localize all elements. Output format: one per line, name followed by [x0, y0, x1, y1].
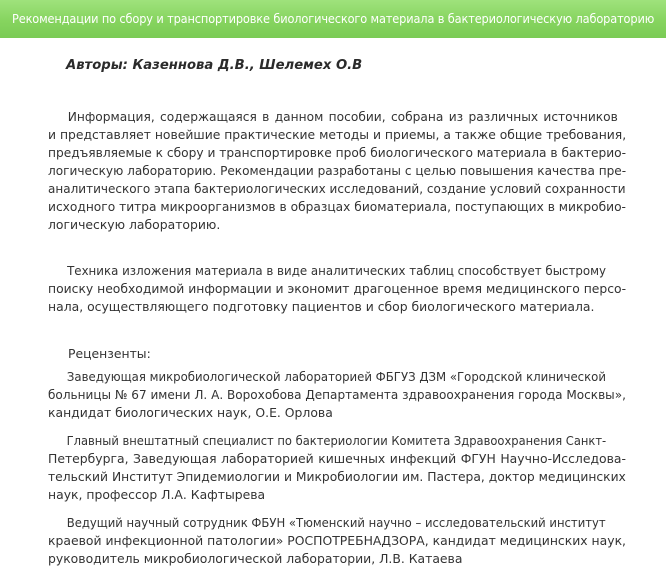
authors-line: Авторы: Казеннова Д.В., Шелемех О.В: [66, 58, 363, 73]
reviewer-line: кандидат биологических наук, О.Е. Орлова: [48, 405, 333, 420]
technique-line: нала, осуществляющего подготовку пациентов и сбор биологического материала.: [48, 299, 595, 314]
header-banner: [0, 0, 666, 38]
intro-line: Информация, содержащаяся в данном пособии, собрана из различных источников: [67, 109, 618, 124]
reviewer-line: наук, профессор Л.А. Кафтырева: [48, 487, 266, 502]
reviewer-line: краевой инфекционной патологии» РОСПОТРЕБНАДЗОРА, кандидат медицинских наук,: [48, 533, 626, 548]
reviewers-heading: Рецензенты:: [68, 346, 151, 361]
reviewer-line: Главный внештатный специалист по бактериологии Комитета Здравоохранения Санкт-: [66, 433, 607, 448]
reviewer-entry: [48, 514, 626, 568]
intro-line: и представляет новейшие практические методы и приемы, а также общие требования,: [48, 127, 627, 142]
reviewer-line: Заведующая микробиологической лабораторией ФБГУЗ ДЗМ «Городской клинической: [66, 369, 606, 384]
intro-line: предъявляемые к сбору и транспортировке проб биологического материала в бактерио-: [48, 145, 627, 160]
reviewer-line: Ведущий научный сотрудник ФБУН «Тюменский научно – исследовательский институт: [66, 515, 606, 530]
technique-line: Техника изложения материала в виде аналитических таблиц способствует быстрому: [67, 263, 607, 278]
technique-line: поиску необходимой информации и экономит драгоценное время медицинского персо-: [48, 281, 627, 296]
reviewer-entry: [48, 368, 626, 422]
reviewer-line: руководитель микробиологической лаборатории, Л.В. Катаева: [48, 551, 463, 566]
intro-line: логическую лабораторию.: [48, 217, 221, 232]
page-title: Рекомендации по сбору и транспортировке биологического материала в бактериологическую лабораторию: [12, 12, 655, 26]
intro-line: исходного титра микроорганизмов в образцах биоматериала, поступающих в микробио-: [48, 199, 626, 214]
reviewer-line: Петербурга, Заведующая лабораторией кишечных инфекций ФГУН Научно-Исследова-: [48, 451, 626, 466]
reviewer-line: тельский Институт Эпидемиологии и Микробиологии им. Пастера, доктор медицинских: [48, 469, 626, 484]
reviewer-line: больницы № 67 имени Л. А. Ворохобова Департамента здравоохранения города Москвы»,: [48, 387, 626, 402]
intro-line: логическую лабораторию. Рекомендации разработаны с целью повышения качества пре-: [48, 163, 627, 178]
intro-paragraph: [48, 108, 626, 234]
intro-line: аналитического этапа бактериологических исследований, создание условий сохранности: [48, 181, 626, 196]
reviewer-entry: [48, 432, 626, 504]
technique-paragraph: [48, 262, 626, 316]
